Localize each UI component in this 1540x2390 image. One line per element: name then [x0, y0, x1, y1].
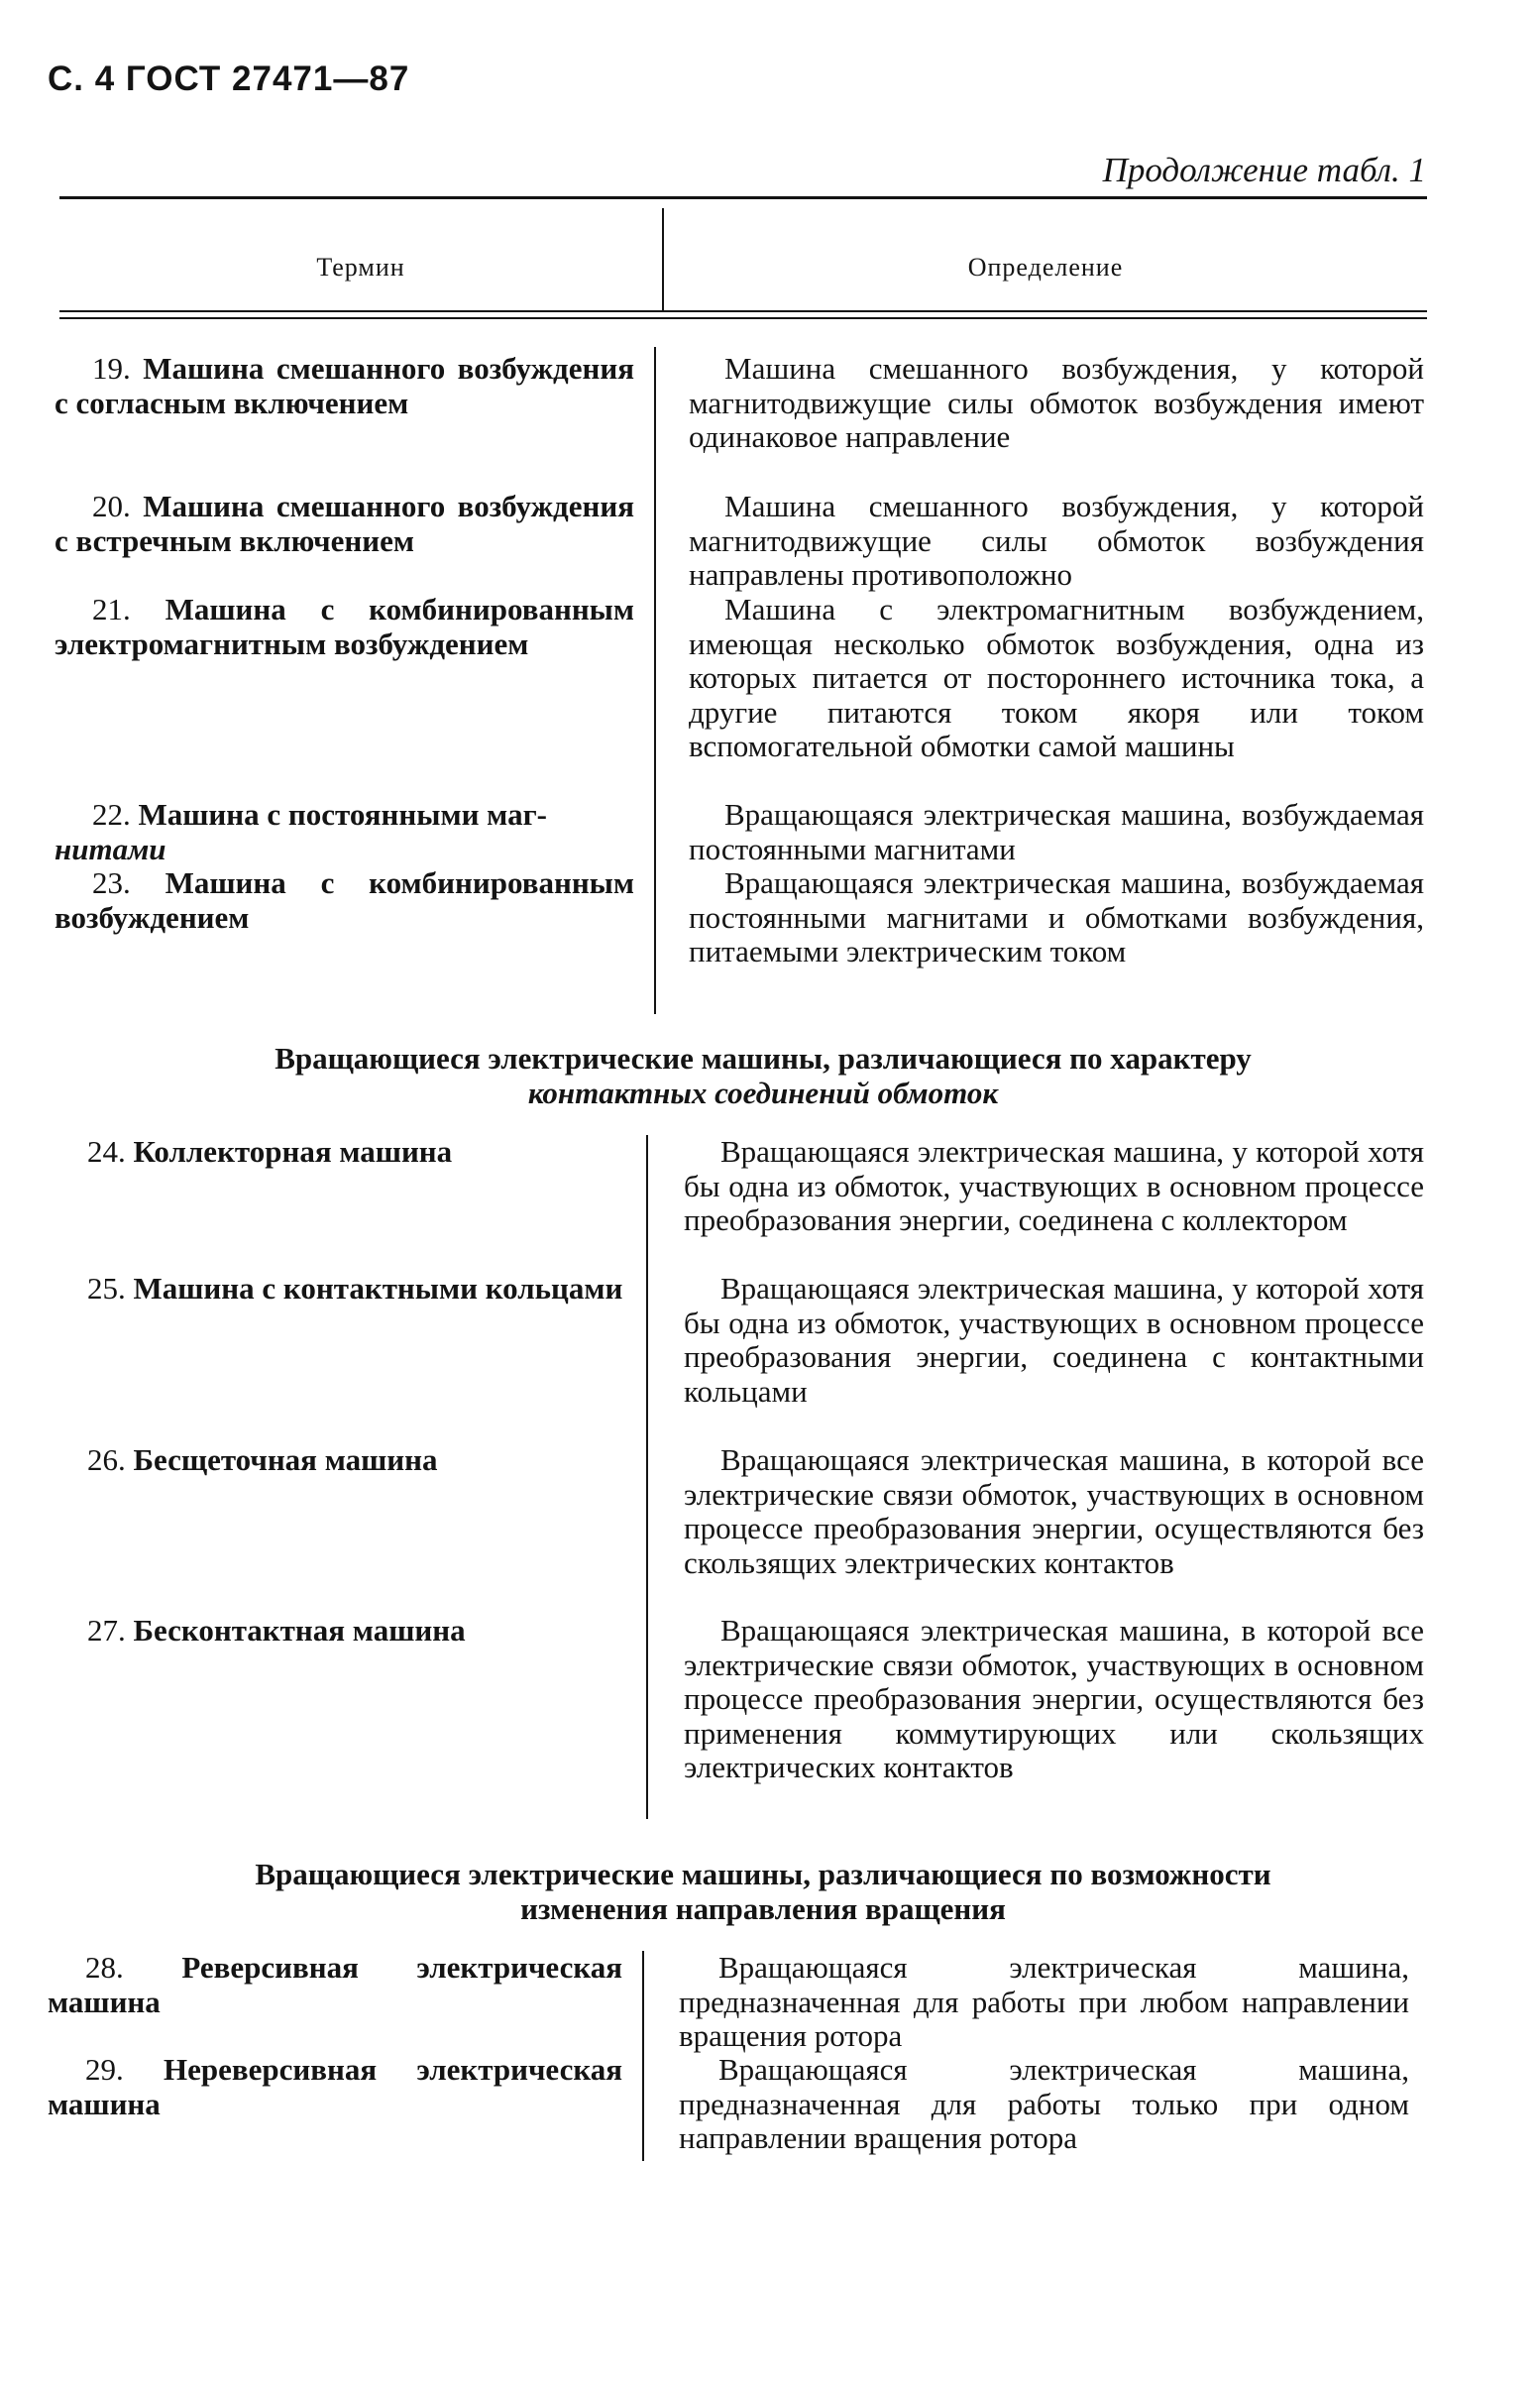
term-number: 29.	[85, 2052, 124, 2087]
term-number: 19.	[92, 351, 131, 386]
term-29	[48, 2053, 622, 2121]
head-bottom-rule-1	[59, 310, 1427, 312]
block2-column-divider	[646, 1135, 648, 1819]
term-21	[55, 593, 634, 661]
term-20	[55, 490, 634, 558]
term-number: 22.	[92, 797, 131, 832]
term-28	[48, 1951, 622, 2019]
definition-19: Машина смешанного возбуждения, у которой магнитодвижущие силы обмоток возбуждения имеют одинаковое направление	[689, 351, 1424, 454]
term-text: Машина с контактными кольцами	[133, 1271, 623, 1306]
block3-column-divider	[642, 1951, 644, 2161]
section-heading-line: контактных соединений обмоток	[527, 1076, 999, 1110]
term-text-continuation: нитами	[55, 831, 166, 866]
term-number: 28.	[85, 1950, 124, 1985]
column-header-term: Термин	[316, 253, 405, 282]
term-24	[50, 1135, 626, 1170]
term-number: 26.	[87, 1442, 126, 1477]
term-22	[55, 798, 634, 866]
term-text: Машина с комбинированным возбуждением	[55, 865, 634, 935]
term-19	[55, 352, 634, 420]
block1-column-divider	[654, 347, 656, 1014]
page-header: С. 4 ГОСТ 27471—87	[48, 59, 410, 98]
table-continuation-label: Продолжение табл. 1	[1102, 151, 1426, 189]
definition-27: Вращающаяся электрическая машина, в которой все электрические связи обмоток, участвующих в основном процессе преобразования энергии, осуществляются без применения коммутирующих или скользящих электрических контактов	[684, 1613, 1424, 1784]
term-text: Машина с постоянными маг-	[138, 797, 547, 832]
term-number: 24.	[87, 1134, 126, 1169]
term-text: Бесконтактная машина	[133, 1613, 466, 1648]
definition-25: Вращающаяся электрическая машина, у которой хотя бы одна из обмоток, участвующих в основном процессе преобразования энергии, соединена с контактными кольцами	[684, 1271, 1424, 1409]
definition-24: Вращающаяся электрическая машина, у которой хотя бы одна из обмоток, участвующих в основном процессе преобразования энергии, соединена с коллектором	[684, 1134, 1424, 1237]
term-text: Нереверсивная электрическая машина	[48, 2052, 622, 2121]
term-text: Машина смешанного возбуждения с встречным включением	[55, 489, 634, 558]
term-text: Бесщеточная машина	[133, 1442, 438, 1477]
definition-20: Машина смешанного возбуждения, у которой магнитодвижущие силы обмоток возбуждения направлены противоположно	[689, 489, 1424, 592]
definition-28: Вращающаяся электрическая машина, предназначенная для работы при любом направлении вращения ротора	[679, 1950, 1409, 2053]
term-text: Машина с комбинированным электромагнитным возбуждением	[55, 592, 634, 661]
term-text: Реверсивная электрическая машина	[48, 1950, 622, 2019]
term-23	[55, 866, 634, 935]
definition-23: Вращающаяся электрическая машина, возбуждаемая постоянными магнитами и обмотками возбуждения, питаемыми электрическим током	[689, 865, 1424, 968]
term-number: 21.	[92, 592, 131, 626]
term-text: Коллекторная машина	[133, 1134, 453, 1169]
term-text: Машина смешанного возбуждения с согласным включением	[55, 351, 634, 420]
column-header-definition: Определение	[967, 253, 1124, 282]
term-25	[50, 1272, 626, 1307]
head-bottom-rule-2	[59, 317, 1427, 319]
table-top-rule	[59, 196, 1427, 199]
term-26	[50, 1443, 626, 1478]
definition-21: Машина с электромагнитным возбуждением, имеющая несколько обмоток возбуждения, одна из которых питается от постороннего источника тока, а другие питаются током якоря или током вспомогательной обмотки самой машины	[689, 592, 1424, 763]
term-number: 25.	[87, 1271, 126, 1306]
section-heading-line: изменения направления вращения	[520, 1891, 1006, 1926]
section-heading-line: Вращающиеся электрические машины, различающиеся по характеру	[275, 1041, 1252, 1076]
section-heading-line: Вращающиеся электрические машины, различающиеся по возможности	[255, 1857, 1271, 1891]
definition-26: Вращающаяся электрическая машина, в которой все электрические связи обмоток, участвующих в основном процессе преобразования энергии, осуществляются без скользящих электрических контактов	[684, 1442, 1424, 1580]
section-heading-rotation-direction	[59, 1857, 1467, 1926]
term-number: 20.	[92, 489, 131, 523]
term-number: 23.	[92, 865, 131, 900]
definition-22: Вращающаяся электрическая машина, возбуждаемая постоянными магнитами	[689, 797, 1424, 866]
section-heading-contact-connections	[59, 1041, 1467, 1110]
definition-29: Вращающаяся электрическая машина, предназначенная для работы только при одном направлении вращения ротора	[679, 2052, 1409, 2155]
term-27	[50, 1614, 626, 1649]
term-number: 27.	[87, 1613, 126, 1648]
